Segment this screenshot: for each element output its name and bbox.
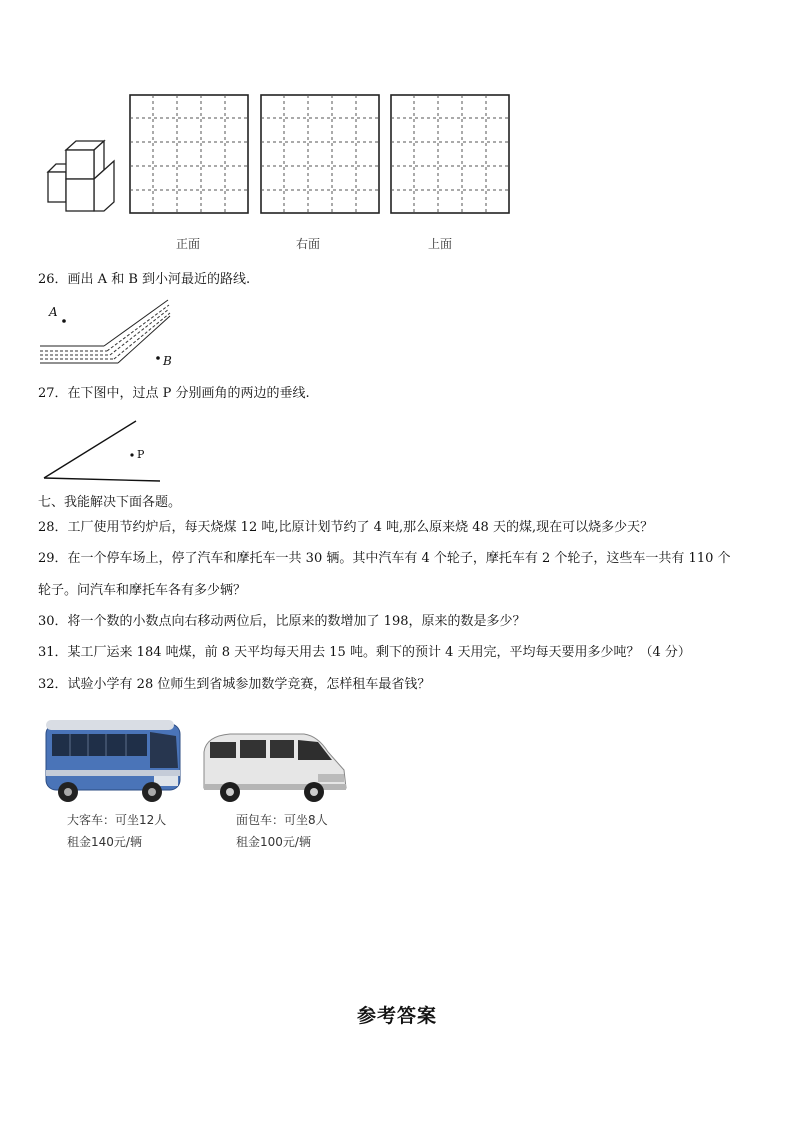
question-29-line2: 轮子。问汽车和摩托车各有多少辆？	[38, 583, 247, 598]
van-capacity: 面包车：可坐8人	[236, 813, 328, 827]
question-28: 28．工厂使用节约炉后，每天烧煤 12 吨,比原计划节约了 4 吨,那么原来烧 48 天的煤,现在可以烧多少天？	[38, 520, 654, 535]
van-price: 租金100元/辆	[236, 835, 311, 849]
question-30: 30．将一个数的小数点向右移动两位后，比原来的数增加了 198，原来的数是多少？	[38, 614, 526, 629]
view-label-front: 正面	[176, 237, 201, 251]
question-27: 27．在下图中，过点 P 分别画角的两边的垂线.	[38, 386, 310, 401]
grid-right[interactable]	[260, 94, 380, 214]
point-a-dot	[62, 319, 66, 323]
answer-title: 参考答案	[356, 1005, 437, 1027]
question-29-line1: 29．在一个停车场上，停了汽车和摩托车一共 30 辆。其中汽车有 4 个轮子，摩托车有 2 个轮子，这些车一共有 110 个	[38, 551, 731, 566]
river-figure	[38, 296, 178, 370]
question-26: 26．画出 A 和 B 到小河最近的路线.	[38, 272, 251, 287]
question-31: 31．某工厂运来 184 吨煤，前 8 天平均每天用去 15 吨。剩下的预计 4 天用完，平均每天要用多少吨？（4 分）	[38, 645, 691, 660]
grid-front[interactable]	[129, 94, 249, 214]
point-a-label: A	[49, 305, 58, 319]
cube-stack-figure	[44, 138, 120, 216]
question-32: 32．试验小学有 28 位师生到省城参加数学竞赛，怎样租车最省钱？	[38, 677, 431, 692]
view-label-top: 上面	[428, 237, 453, 251]
point-p-dot	[130, 453, 133, 456]
section-7-heading: 七、我能解决下面各题。	[38, 495, 182, 510]
van-image	[200, 730, 348, 810]
point-b-label: B	[163, 354, 172, 368]
point-p-label: P	[137, 448, 145, 461]
view-label-right: 右面	[296, 237, 321, 251]
angle-figure	[40, 418, 165, 484]
bus-image	[42, 712, 187, 810]
point-b-dot	[156, 356, 160, 360]
bus-capacity: 大客车：可坐12人	[67, 813, 167, 827]
bus-price: 租金140元/辆	[67, 835, 142, 849]
grid-top[interactable]	[390, 94, 510, 214]
